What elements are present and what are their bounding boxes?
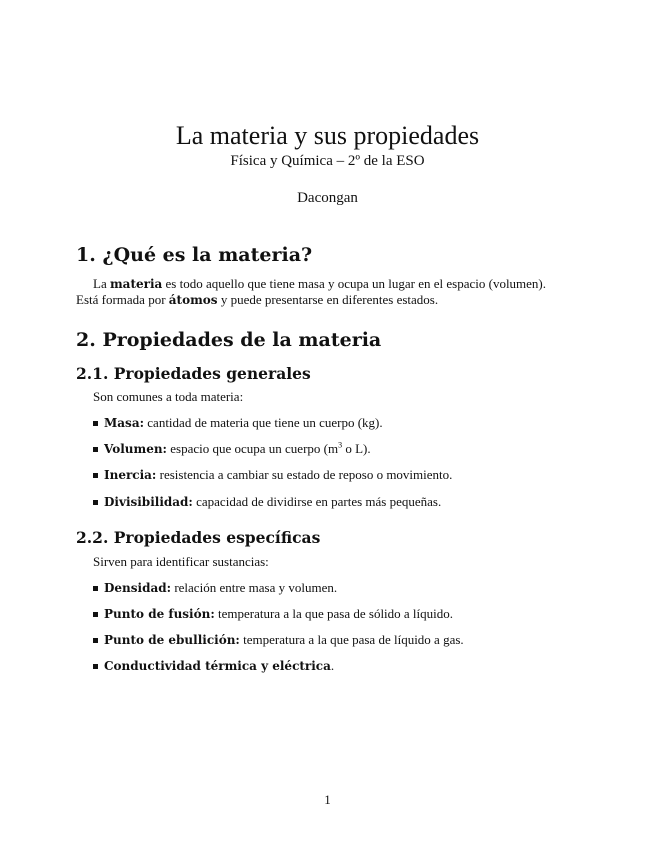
list-item bbox=[93, 415, 593, 431]
item-term: Punto de fusión: bbox=[104, 607, 215, 621]
list-item bbox=[93, 606, 593, 622]
bullet-icon bbox=[93, 421, 98, 426]
subsection-2-1-lead: Son comunes a toda materia: bbox=[93, 389, 244, 404]
document-title: La materia y sus propiedades bbox=[175, 121, 480, 150]
bullet-icon bbox=[93, 500, 98, 505]
item-desc: resistencia a cambiar su estado de reposo o movimiento. bbox=[156, 467, 453, 482]
subsection-heading-2-1: 2.1. Propiedades generales bbox=[76, 364, 311, 383]
bold-term-materia: materia bbox=[109, 277, 163, 291]
bullet-icon bbox=[93, 638, 98, 643]
paragraph-line-1 bbox=[76, 276, 580, 292]
item-desc: relación entre masa y volumen. bbox=[171, 580, 338, 595]
item-term: Masa: bbox=[104, 416, 145, 430]
text-run: es todo aquello que tiene masa y ocupa un lugar en el espacio (volumen). bbox=[162, 276, 547, 291]
bullet-icon bbox=[93, 447, 98, 452]
item-desc: o L). bbox=[342, 441, 371, 456]
item-term: Inercia: bbox=[104, 468, 157, 482]
bullet-icon bbox=[93, 473, 98, 478]
list-item bbox=[93, 632, 593, 648]
section-heading-2: 2. Propiedades de la materia bbox=[76, 329, 382, 351]
list-item bbox=[93, 580, 593, 596]
section-1-paragraph bbox=[76, 276, 580, 308]
document-author: Dacongan bbox=[297, 190, 358, 206]
item-term: Punto de ebullición: bbox=[104, 633, 240, 647]
list-item bbox=[93, 441, 593, 457]
paragraph-line-2 bbox=[76, 292, 580, 308]
item-desc: . bbox=[330, 658, 335, 673]
item-desc: temperatura a la que pasa de sólido a líquido. bbox=[214, 606, 454, 621]
item-term: Volumen: bbox=[104, 442, 167, 456]
bullet-icon bbox=[93, 586, 98, 591]
item-desc: cantidad de materia que tiene un cuerpo (kg). bbox=[144, 415, 383, 430]
list-item bbox=[93, 467, 593, 483]
bold-term-atomos: átomos bbox=[168, 293, 218, 307]
item-desc: espacio que ocupa un cuerpo (m bbox=[166, 441, 339, 456]
subsection-2-2-lead: Sirven para identificar sustancias: bbox=[93, 554, 269, 569]
text-run: y puede presentarse en diferentes estados. bbox=[217, 292, 439, 307]
list-item bbox=[93, 658, 593, 674]
superscript: 3 bbox=[338, 440, 343, 450]
document-subtitle: Física y Química – 2º de la ESO bbox=[230, 153, 425, 169]
item-term: Conductividad térmica y eléctrica bbox=[104, 659, 331, 673]
text-run: Está formada por bbox=[76, 292, 169, 307]
page-number: 1 bbox=[324, 792, 331, 807]
bullet-icon bbox=[93, 612, 98, 617]
bullet-icon bbox=[93, 664, 98, 669]
subsection-heading-2-2: 2.2. Propiedades específicas bbox=[76, 528, 321, 547]
list-item bbox=[93, 494, 593, 510]
section-heading-1: 1. ¿Qué es la materia? bbox=[76, 244, 313, 266]
item-term: Divisibilidad: bbox=[104, 495, 193, 509]
item-desc: capacidad de dividirse en partes más pequeñas. bbox=[192, 494, 442, 509]
item-term: Densidad: bbox=[104, 581, 172, 595]
text-run: La bbox=[93, 276, 110, 291]
item-desc: temperatura a la que pasa de líquido a gas. bbox=[239, 632, 464, 647]
